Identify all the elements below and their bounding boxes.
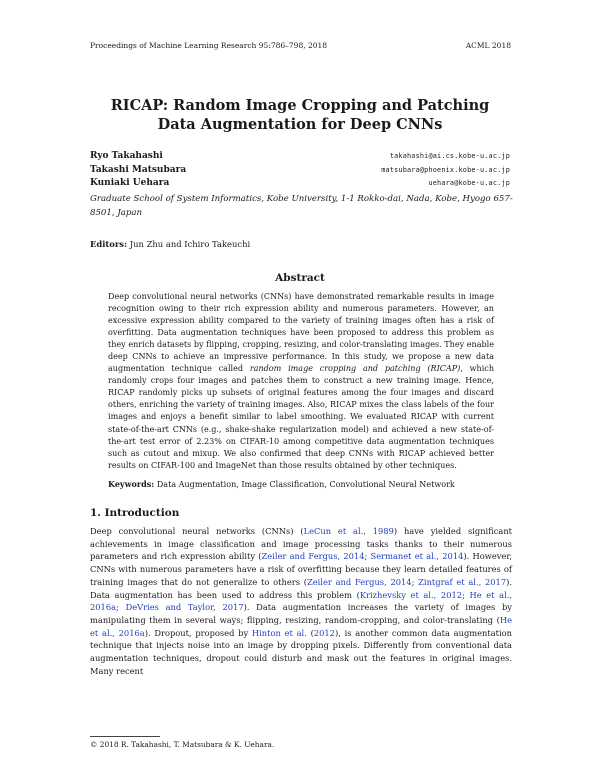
body-text: ). Dropout, proposed by [144, 627, 252, 638]
author-name: Ryo Takahashi [90, 151, 163, 161]
body-text: ( [306, 627, 314, 638]
body-text: ; [411, 576, 419, 587]
citation-link[interactable]: Hinton et al. [251, 627, 307, 638]
body-text: ), is another common data augmentation technique that injects noise into an image by dropping pixels. Differently from conventional data augmentation techniques, dropout could disturb and mask out the features in original images. Many recent [90, 627, 512, 676]
citation-link[interactable]: 2012 [313, 627, 335, 638]
body-text: ). Data augmentation has been used to address this problem ( [90, 576, 512, 600]
body-text: ). Data augmentation increases the variety of images by manipulating them in several ways; flipping, resizing, random-cropping, and color-translating ( [90, 602, 512, 625]
author-email[interactable]: uehara@kobe-u.ac.jp [428, 179, 510, 187]
abstract-text: Deep convolutional neural networks (CNNs) have demonstrated remarkable results in image recognition owing to their rich expression ability and numerous parameters. However, an excessive expression ability compared to the variety of training images often has a risk of overfitting. Data augmentation techniques have been proposed to address this problem as they enrich datasets by flipping, cropping, resizing, and color-translating images. They enable deep CNNs to achieve an impressive performance. In this study, we propose a new data augmentation technique called [108, 292, 494, 374]
citation-link[interactable]: Zeiler and Fergus, 2014 [261, 551, 365, 562]
citation-link[interactable]: Sermanet et al., 2014 [370, 551, 464, 562]
body-text: ; [462, 589, 470, 600]
author-list [90, 150, 510, 191]
copyright-footer: © 2018 R. Takahashi, T. Matsubara & K. Uehara. [90, 740, 275, 749]
citation-link[interactable]: DeVries and Taylor, 2017 [125, 602, 244, 613]
author-row [90, 150, 510, 164]
editors-names: Jun Zhu and Ichiro Takeuchi [129, 239, 251, 249]
keywords-line [108, 479, 498, 489]
citation-link[interactable]: Zeiler and Fergus, 2014 [306, 576, 412, 587]
citation-link[interactable]: Zintgraf et al., 2017 [418, 576, 507, 587]
footnote-rule [90, 736, 160, 737]
body-text: ; [364, 551, 371, 562]
editors-line [90, 239, 250, 249]
body-text: ). However, CNNs with numerous parameters have a risk of overfitting because they learn detailed features of training images that do not generalize to others ( [90, 551, 513, 587]
citation-link[interactable]: He et al., 2016a [90, 589, 513, 613]
section-heading-introduction: 1. Introduction [90, 507, 180, 519]
abstract-body [108, 291, 494, 472]
author-email[interactable]: takahashi@ai.cs.kobe-u.ac.jp [389, 152, 510, 160]
body-text: Deep convolutional neural networks (CNNs) ( [90, 526, 304, 536]
author-email[interactable]: matsubara@phoenix.kobe-u.ac.jp [381, 165, 510, 174]
abstract-heading: Abstract [275, 272, 325, 284]
introduction-body [90, 525, 512, 677]
paper-title [90, 96, 510, 134]
keywords-list: Data Augmentation, Image Classification, Convolutional Neural Network [156, 480, 455, 489]
author-row [90, 177, 510, 191]
conference-header: ACML 2018 [465, 41, 511, 50]
body-text: ) have yielded significant achievements in image classification and image processing tasks thanks to their numerous parameters and rich expression ability ( [90, 526, 513, 562]
journal-header: Proceedings of Machine Learning Research 95:786–798, 2018 [90, 41, 328, 50]
affiliation: Graduate School of System Informatics, Kobe University, 1-1 Rokko-dai, Nada, Kobe, Hyogo 657-8501, Japan [90, 194, 513, 218]
author-name: Takashi Matsubara [90, 164, 187, 175]
citation-link[interactable]: Krizhevsky et al., 2012 [359, 589, 463, 600]
title-line-2: Data Augmentation for Deep CNNs [157, 116, 443, 133]
author-row [90, 164, 510, 178]
author-name: Kuniaki Uehara [90, 178, 170, 188]
title-line-1: RICAP: Random Image Cropping and Patching [110, 97, 490, 114]
keywords-label: Keywords: [108, 479, 155, 489]
body-text: ; [116, 602, 126, 613]
citation-link[interactable]: LeCun et al., 1989 [303, 526, 394, 536]
abstract-text: , which randomly crops four images and patches them to construct a new training image. Hence, RICAP randomly picks up subsets of original features among the four images and discard others, enriching the variety of training images. Also, RICAP mixes the class labels of the four images and enjoys a benefit similar to label smoothing. We evaluated RICAP with current state-of-the-art CNNs (e.g., shake-shake regularization model) and achieved a new state-of-the-art test error of 2.23% on CIFAR-10 among competitive data augmentation techniques such as cutout and mixup. We also confirmed that deep CNNs with RICAP achieved better results on CIFAR-100 and ImageNet than those results obtained by other techniques. [108, 364, 495, 470]
citation-link[interactable]: He et al., 2016a [90, 614, 512, 638]
editors-label: Editors: [90, 239, 128, 249]
abstract-italic-term: random image cropping and patching (RICAP) [249, 364, 461, 374]
